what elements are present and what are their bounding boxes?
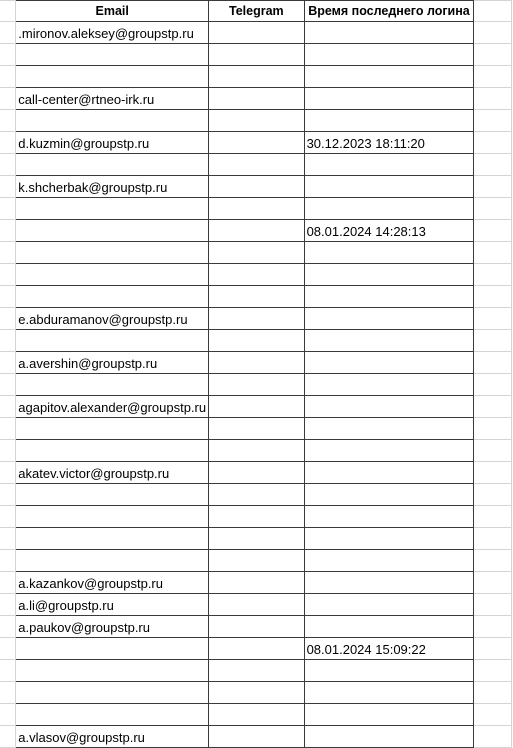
cell-email[interactable] xyxy=(16,154,209,176)
cell-next-column[interactable] xyxy=(474,110,512,132)
cell-next-column[interactable] xyxy=(474,66,512,88)
cell-last-login[interactable] xyxy=(304,88,474,110)
cell-telegram[interactable] xyxy=(209,638,304,660)
header-telegram[interactable]: Telegram xyxy=(209,1,304,22)
cell-next-column[interactable] xyxy=(474,418,512,440)
cell-last-login[interactable] xyxy=(304,22,474,44)
cell-prev-column[interactable] xyxy=(0,638,16,660)
cell-last-login[interactable] xyxy=(304,330,474,352)
cell-email[interactable] xyxy=(16,286,209,308)
cell-next-column[interactable] xyxy=(474,638,512,660)
table-row xyxy=(0,682,512,704)
cell-telegram[interactable] xyxy=(209,374,304,396)
cell-telegram[interactable] xyxy=(209,66,304,88)
cell-last-login[interactable] xyxy=(304,462,474,484)
cell-last-login[interactable] xyxy=(304,176,474,198)
cell-last-login[interactable] xyxy=(304,374,474,396)
cell-email[interactable] xyxy=(16,550,209,572)
table-body xyxy=(0,22,512,748)
cell-prev-column[interactable] xyxy=(0,594,16,616)
cell-last-login[interactable] xyxy=(304,242,474,264)
table-row xyxy=(0,704,512,726)
cell-prev-column[interactable] xyxy=(0,572,16,594)
cell-telegram[interactable] xyxy=(209,242,304,264)
table-row xyxy=(0,638,512,660)
cell-telegram[interactable] xyxy=(209,308,304,330)
table-row xyxy=(0,418,512,440)
cell-email[interactable] xyxy=(16,528,209,550)
cell-telegram[interactable] xyxy=(209,220,304,242)
table-row xyxy=(0,396,512,418)
cell-email[interactable]: a.paukov@groupstp.ru xyxy=(16,616,209,638)
cell-telegram[interactable] xyxy=(209,154,304,176)
cell-prev-column[interactable] xyxy=(0,44,16,66)
cell-next-column[interactable] xyxy=(474,616,512,638)
cell-prev-column[interactable] xyxy=(0,264,16,286)
cell-prev-column[interactable] xyxy=(0,110,16,132)
cell-telegram[interactable] xyxy=(209,660,304,682)
cell-last-login[interactable] xyxy=(304,682,474,704)
cell-last-login[interactable] xyxy=(304,572,474,594)
table-row xyxy=(0,154,512,176)
cell-email[interactable] xyxy=(16,374,209,396)
cell-prev-column[interactable] xyxy=(0,726,16,748)
cell-last-login[interactable]: 30.12.2023 18:11:20 xyxy=(304,132,474,154)
cell-last-login[interactable] xyxy=(304,594,474,616)
table-row xyxy=(0,198,512,220)
cell-prev-column[interactable] xyxy=(0,198,16,220)
cell-email[interactable] xyxy=(16,638,209,660)
cell-prev-column[interactable] xyxy=(0,528,16,550)
cell-telegram[interactable] xyxy=(209,286,304,308)
cell-telegram[interactable] xyxy=(209,462,304,484)
table-row xyxy=(0,440,512,462)
table-row xyxy=(0,660,512,682)
cell-prev-column[interactable] xyxy=(0,308,16,330)
cell-last-login[interactable]: 08.01.2024 15:09:22 xyxy=(304,638,474,660)
cell-email[interactable]: a.li@groupstp.ru xyxy=(16,594,209,616)
cell-last-login[interactable] xyxy=(304,198,474,220)
cell-last-login[interactable]: 08.01.2024 14:28:13 xyxy=(304,220,474,242)
header-last-login[interactable]: Время последнего логина xyxy=(304,1,474,22)
cell-next-column[interactable] xyxy=(474,374,512,396)
table-row xyxy=(0,572,512,594)
cell-next-column[interactable] xyxy=(474,176,512,198)
table-row xyxy=(0,264,512,286)
table-row xyxy=(0,330,512,352)
cell-prev-column[interactable] xyxy=(0,660,16,682)
cell-prev-column[interactable] xyxy=(0,484,16,506)
cell-next-column[interactable] xyxy=(474,198,512,220)
cell-next-column[interactable] xyxy=(474,704,512,726)
cell-email[interactable] xyxy=(16,506,209,528)
cell-telegram[interactable] xyxy=(209,396,304,418)
cell-telegram[interactable] xyxy=(209,264,304,286)
cell-prev-column[interactable] xyxy=(0,550,16,572)
cell-next-column[interactable] xyxy=(474,506,512,528)
header-cell-prev[interactable] xyxy=(0,1,16,22)
cell-telegram[interactable] xyxy=(209,330,304,352)
table-row xyxy=(0,352,512,374)
table-row xyxy=(0,22,512,44)
cell-next-column[interactable] xyxy=(474,352,512,374)
cell-next-column[interactable] xyxy=(474,220,512,242)
cell-email[interactable] xyxy=(16,660,209,682)
cell-prev-column[interactable] xyxy=(0,616,16,638)
cell-telegram[interactable] xyxy=(209,704,304,726)
cell-last-login[interactable] xyxy=(304,726,474,748)
cell-next-column[interactable] xyxy=(474,22,512,44)
cell-telegram[interactable] xyxy=(209,418,304,440)
cell-telegram[interactable] xyxy=(209,176,304,198)
cell-last-login[interactable] xyxy=(304,44,474,66)
cell-email[interactable]: a.avershin@groupstp.ru xyxy=(16,352,209,374)
cell-telegram[interactable] xyxy=(209,572,304,594)
cell-last-login[interactable] xyxy=(304,154,474,176)
cell-telegram[interactable] xyxy=(209,726,304,748)
cell-telegram[interactable] xyxy=(209,44,304,66)
cell-email[interactable]: e.abduramanov@groupstp.ru xyxy=(16,308,209,330)
cell-last-login[interactable] xyxy=(304,110,474,132)
cell-telegram[interactable] xyxy=(209,110,304,132)
cell-email[interactable] xyxy=(16,682,209,704)
cell-next-column[interactable] xyxy=(474,682,512,704)
table-row xyxy=(0,242,512,264)
cell-prev-column[interactable] xyxy=(0,374,16,396)
cell-next-column[interactable] xyxy=(474,550,512,572)
cell-prev-column[interactable] xyxy=(0,242,16,264)
cell-next-column[interactable] xyxy=(474,286,512,308)
cell-email[interactable] xyxy=(16,484,209,506)
cell-prev-column[interactable] xyxy=(0,220,16,242)
cell-last-login[interactable] xyxy=(304,484,474,506)
cell-next-column[interactable] xyxy=(474,594,512,616)
table-row xyxy=(0,132,512,154)
cell-next-column[interactable] xyxy=(474,660,512,682)
cell-prev-column[interactable] xyxy=(0,132,16,154)
cell-last-login[interactable] xyxy=(304,418,474,440)
cell-last-login[interactable] xyxy=(304,528,474,550)
cell-last-login[interactable] xyxy=(304,396,474,418)
cell-next-column[interactable] xyxy=(474,572,512,594)
cell-last-login[interactable] xyxy=(304,264,474,286)
table-row xyxy=(0,88,512,110)
cell-last-login[interactable] xyxy=(304,550,474,572)
cell-email[interactable]: agapitov.alexander@groupstp.ru xyxy=(16,396,209,418)
cell-telegram[interactable] xyxy=(209,352,304,374)
cell-email[interactable] xyxy=(16,704,209,726)
cell-email[interactable] xyxy=(16,418,209,440)
cell-telegram[interactable] xyxy=(209,440,304,462)
cell-telegram[interactable] xyxy=(209,682,304,704)
table-row xyxy=(0,594,512,616)
table-row xyxy=(0,286,512,308)
cell-next-column[interactable] xyxy=(474,264,512,286)
header-cell-next[interactable] xyxy=(474,1,512,22)
cell-last-login[interactable] xyxy=(304,66,474,88)
cell-last-login[interactable] xyxy=(304,704,474,726)
table-row xyxy=(0,374,512,396)
cell-last-login[interactable] xyxy=(304,308,474,330)
header-email[interactable]: Email xyxy=(16,1,209,22)
cell-prev-column[interactable] xyxy=(0,330,16,352)
table-row xyxy=(0,528,512,550)
cell-next-column[interactable] xyxy=(474,484,512,506)
cell-telegram[interactable] xyxy=(209,88,304,110)
cell-email[interactable]: d.kuzmin@groupstp.ru xyxy=(16,132,209,154)
cell-email[interactable] xyxy=(16,220,209,242)
cell-next-column[interactable] xyxy=(474,88,512,110)
cell-last-login[interactable] xyxy=(304,616,474,638)
cell-prev-column[interactable] xyxy=(0,682,16,704)
cell-last-login[interactable] xyxy=(304,352,474,374)
cell-next-column[interactable] xyxy=(474,154,512,176)
cell-telegram[interactable] xyxy=(209,506,304,528)
table-row xyxy=(0,308,512,330)
cell-email[interactable] xyxy=(16,198,209,220)
cell-telegram[interactable] xyxy=(209,198,304,220)
cell-email[interactable] xyxy=(16,44,209,66)
cell-telegram[interactable] xyxy=(209,616,304,638)
table-row xyxy=(0,110,512,132)
cell-prev-column[interactable] xyxy=(0,462,16,484)
cell-last-login[interactable] xyxy=(304,660,474,682)
cell-next-column[interactable] xyxy=(474,132,512,154)
cell-telegram[interactable] xyxy=(209,528,304,550)
table-row xyxy=(0,484,512,506)
cell-email[interactable]: akatev.victor@groupstp.ru xyxy=(16,462,209,484)
cell-prev-column[interactable] xyxy=(0,352,16,374)
table-row xyxy=(0,66,512,88)
table-row xyxy=(0,550,512,572)
cell-next-column[interactable] xyxy=(474,242,512,264)
cell-telegram[interactable] xyxy=(209,594,304,616)
cell-next-column[interactable] xyxy=(474,726,512,748)
cell-prev-column[interactable] xyxy=(0,176,16,198)
cell-email[interactable] xyxy=(16,66,209,88)
cell-next-column[interactable] xyxy=(474,462,512,484)
table-row xyxy=(0,726,512,748)
cell-telegram[interactable] xyxy=(209,132,304,154)
table-row xyxy=(0,616,512,638)
cell-prev-column[interactable] xyxy=(0,396,16,418)
cell-next-column[interactable] xyxy=(474,440,512,462)
cell-email[interactable] xyxy=(16,330,209,352)
cell-email[interactable] xyxy=(16,110,209,132)
cell-prev-column[interactable] xyxy=(0,704,16,726)
cell-email[interactable] xyxy=(16,242,209,264)
cell-email[interactable] xyxy=(16,264,209,286)
cell-last-login[interactable] xyxy=(304,286,474,308)
table-row xyxy=(0,506,512,528)
cell-email[interactable]: .mironov.aleksey@groupstp.ru xyxy=(16,22,209,44)
cell-prev-column[interactable] xyxy=(0,418,16,440)
cell-prev-column[interactable] xyxy=(0,66,16,88)
cell-prev-column[interactable] xyxy=(0,22,16,44)
cell-next-column[interactable] xyxy=(474,308,512,330)
table-row xyxy=(0,462,512,484)
cell-prev-column[interactable] xyxy=(0,440,16,462)
table-row xyxy=(0,44,512,66)
cell-prev-column[interactable] xyxy=(0,88,16,110)
cell-prev-column[interactable] xyxy=(0,506,16,528)
cell-email[interactable] xyxy=(16,440,209,462)
cell-telegram[interactable] xyxy=(209,484,304,506)
cell-telegram[interactable] xyxy=(209,550,304,572)
cell-next-column[interactable] xyxy=(474,528,512,550)
cell-email[interactable]: a.vlasov@groupstp.ru xyxy=(16,726,209,748)
cell-next-column[interactable] xyxy=(474,44,512,66)
cell-telegram[interactable] xyxy=(209,22,304,44)
table-row xyxy=(0,176,512,198)
cell-last-login[interactable] xyxy=(304,506,474,528)
cell-prev-column[interactable] xyxy=(0,286,16,308)
cell-prev-column[interactable] xyxy=(0,154,16,176)
table-row xyxy=(0,220,512,242)
cell-last-login[interactable] xyxy=(304,440,474,462)
cell-email[interactable]: a.kazankov@groupstp.ru xyxy=(16,572,209,594)
cell-email[interactable]: k.shcherbak@groupstp.ru xyxy=(16,176,209,198)
cell-next-column[interactable] xyxy=(474,396,512,418)
cell-next-column[interactable] xyxy=(474,330,512,352)
cell-email[interactable]: call-center@rtneo-irk.ru xyxy=(16,88,209,110)
header-row xyxy=(0,1,512,22)
